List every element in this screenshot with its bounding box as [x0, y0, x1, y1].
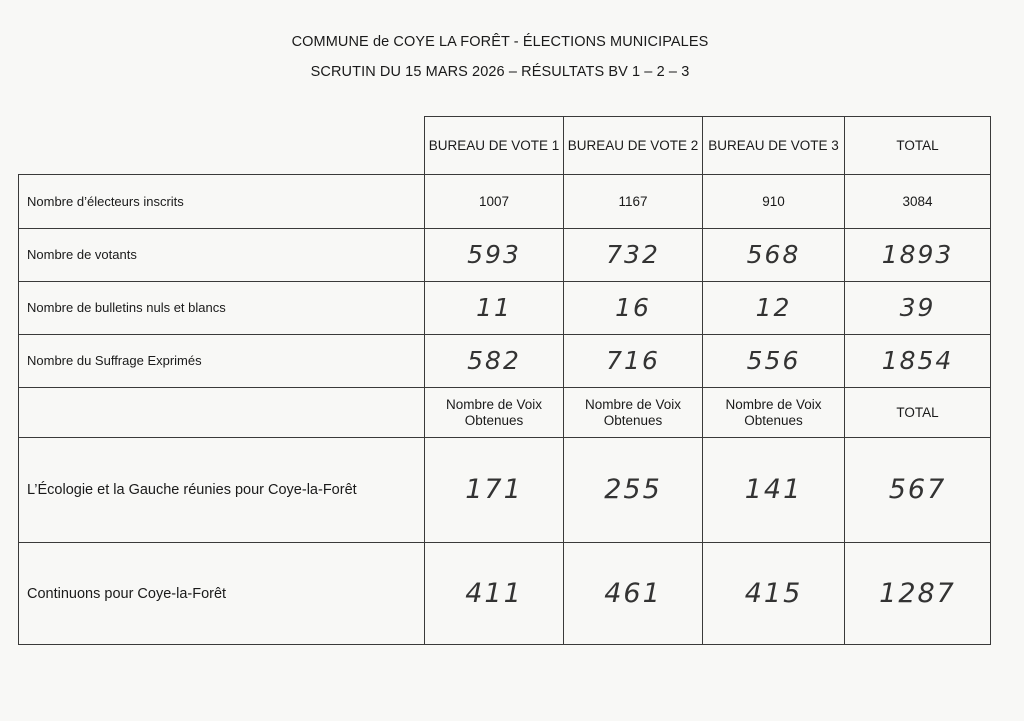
- table-cell: 568: [703, 229, 845, 282]
- sub-header-bureau-1: Nombre de Voix Obtenues: [425, 388, 564, 438]
- list-label: Continuons pour Coye-la-Forêt: [19, 543, 425, 645]
- row-label: Nombre de votants: [19, 229, 425, 282]
- list-row: [19, 438, 991, 543]
- header-bureau-1: BUREAU DE VOTE 1: [425, 117, 564, 175]
- table-cell: 12: [703, 282, 845, 335]
- header-bureau-3: BUREAU DE VOTE 3: [703, 117, 845, 175]
- sub-header-bureau-2: Nombre de Voix Obtenues: [564, 388, 703, 438]
- row-label: Nombre d’électeurs inscrits: [19, 175, 425, 229]
- document-subtitle: SCRUTIN DU 15 MARS 2026 – RÉSULTATS BV 1 – 2 – 3: [310, 64, 690, 80]
- table-cell: 716: [564, 335, 703, 388]
- document-title: COMMUNE de COYE LA FORÊT - ÉLECTIONS MUNICIPALES: [291, 34, 709, 50]
- table-cell: 732: [564, 229, 703, 282]
- sub-header-total: TOTAL: [845, 388, 991, 438]
- table-cell: 1007: [425, 175, 564, 229]
- table-cell: 411: [425, 543, 564, 645]
- row-label: Nombre du Suffrage Exprimés: [19, 335, 425, 388]
- table-cell: 593: [425, 229, 564, 282]
- results-table: [18, 116, 991, 645]
- table-cell: 141: [703, 438, 845, 543]
- table-cell: 415: [703, 543, 845, 645]
- table-cell: 255: [564, 438, 703, 543]
- row-label: Nombre de bulletins nuls et blancs: [19, 282, 425, 335]
- sub-header-row: [19, 388, 991, 438]
- empty-label-cell: [19, 388, 425, 438]
- table-cell: 910: [703, 175, 845, 229]
- header-row: [19, 117, 991, 175]
- table-cell: 3084: [845, 175, 991, 229]
- table-cell: 582: [425, 335, 564, 388]
- header-bureau-2: BUREAU DE VOTE 2: [564, 117, 703, 175]
- table-row: [19, 229, 991, 282]
- table-row: [19, 175, 991, 229]
- table-cell: 461: [564, 543, 703, 645]
- table-cell: 567: [845, 438, 991, 543]
- table-cell: 171: [425, 438, 564, 543]
- header-total: TOTAL: [845, 117, 991, 175]
- table-row: [19, 335, 991, 388]
- empty-corner-cell: [19, 117, 425, 175]
- table-cell: 1287: [845, 543, 991, 645]
- sub-header-bureau-3: Nombre de Voix Obtenues: [703, 388, 845, 438]
- table-cell: 556: [703, 335, 845, 388]
- list-row: [19, 543, 991, 645]
- table-row: [19, 282, 991, 335]
- table-cell: 11: [425, 282, 564, 335]
- table-cell: 1893: [845, 229, 991, 282]
- list-label: L’Écologie et la Gauche réunies pour Coye-la-Forêt: [19, 438, 425, 543]
- table-cell: 1854: [845, 335, 991, 388]
- table-cell: 39: [845, 282, 991, 335]
- table-cell: 1167: [564, 175, 703, 229]
- table-cell: 16: [564, 282, 703, 335]
